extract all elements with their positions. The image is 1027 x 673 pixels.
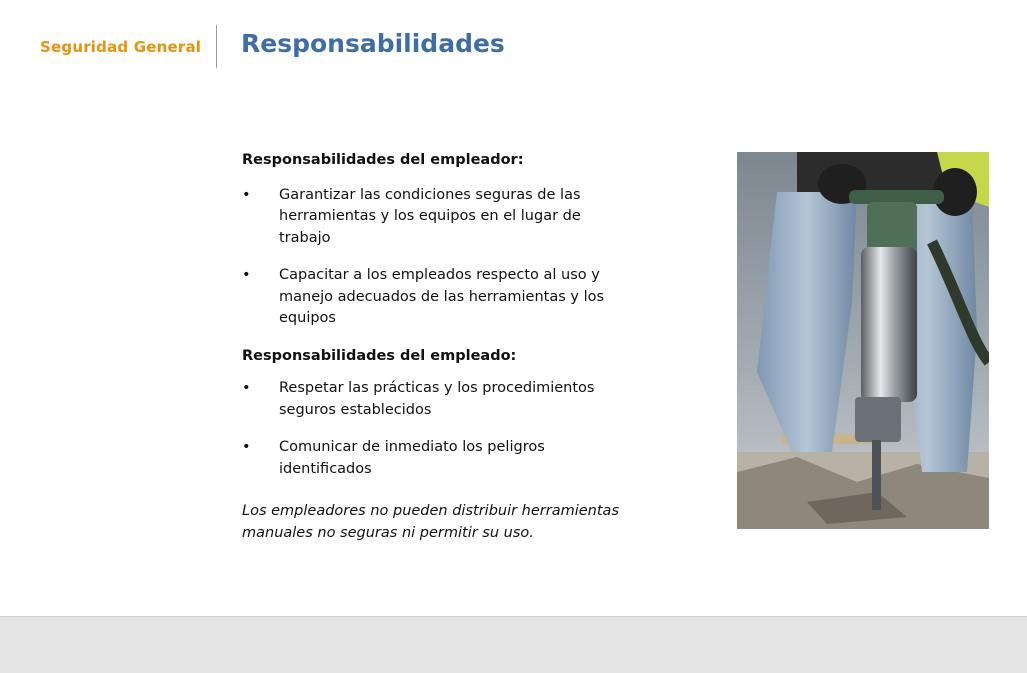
list-item-text: Respetar las prácticas y los procedimientos seguros establecidos (279, 380, 595, 418)
list-item-text: Garantizar las condiciones seguras de las herramientas y los equipos en el lugar de trabajo (279, 186, 581, 246)
employer-list (242, 185, 662, 330)
page-title: Responsabilidades (241, 29, 505, 58)
employee-list (242, 378, 662, 480)
safety-note: Los empleadores no pueden distribuir herramientas manuales no seguras ni permitir su uso. (242, 503, 619, 541)
content-area (242, 150, 662, 559)
employee-heading: Responsabilidades del empleado: (242, 347, 517, 364)
section-label: Seguridad General (40, 38, 202, 56)
bullet-icon: • (242, 380, 251, 396)
jackhammer-worker-photo (737, 152, 989, 529)
bullet-icon: • (242, 186, 251, 203)
list-item-text: Capacitar a los empleados respecto al uso y manejo adecuados de las herramientas y los equipos (279, 267, 605, 326)
employer-heading: Responsabilidades del empleador: (242, 152, 524, 168)
list-item (242, 437, 619, 480)
bullet-icon: • (242, 267, 251, 283)
list-item (242, 378, 619, 421)
list-item-text: Comunicar de inmediato los peligros identificados (279, 439, 545, 477)
list-item (242, 185, 619, 250)
footer-bar (0, 616, 1027, 673)
bullet-icon: • (242, 439, 251, 455)
list-item (242, 265, 619, 330)
header-divider (216, 25, 217, 68)
